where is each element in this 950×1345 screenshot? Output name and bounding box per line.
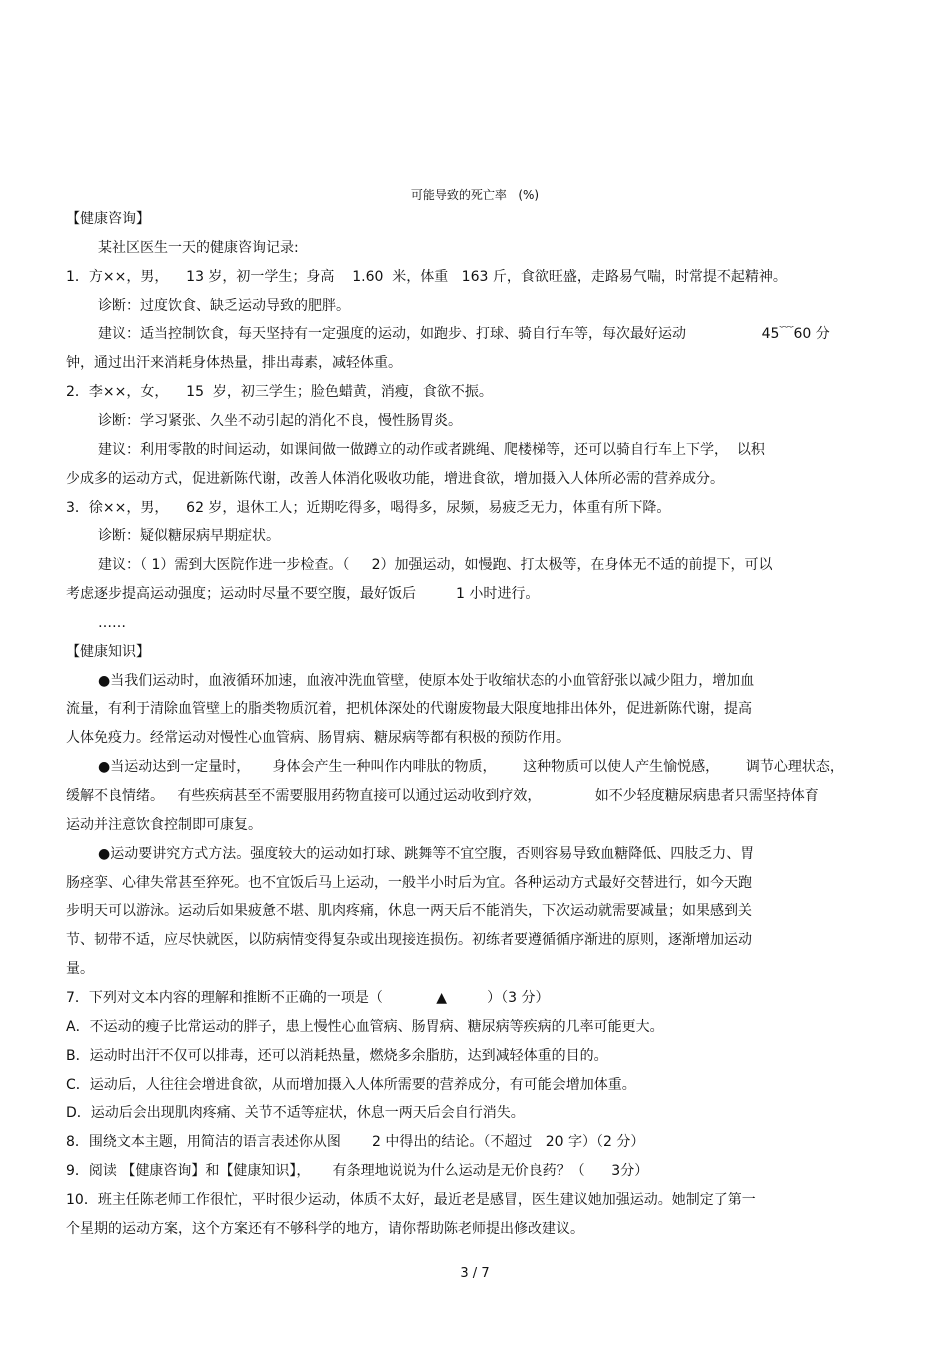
text-line: 少成多的运动方式，促进新陈代谢，改善人体消化吸收功能，增进食欲，增加摄入人体所必需的营养成分。 bbox=[66, 470, 724, 487]
text-line: 节、韧带不适，应尽快就医，以防病情变得复杂或出现接连损伤。初练者要遵循循序渐进的原则，逐渐增加运动 bbox=[66, 932, 752, 949]
text-line: 步明天可以游泳。运动后如果疲惫不堪、肌肉疼痛，休息一两天后不能消失，下次运动就需要减量；如果感到关 bbox=[66, 903, 752, 920]
text-line: A．不运动的瘦子比常运动的胖子，患上慢性心血管病、肠胃病、糖尿病等疾病的几率可能更大。 bbox=[66, 1018, 664, 1035]
text-line: 7．下列对文本内容的理解和推断不正确的一项是（ ▲ ）（3 分） bbox=[66, 989, 550, 1006]
text-line: 【健康知识】 bbox=[66, 643, 150, 660]
text-line: 诊断：疑似糖尿病早期症状。 bbox=[98, 528, 280, 545]
text-line: 建议：（ 1）需到大医院作进一步检查。（ 2）加强运动，如慢跑、打太极等，在身体无不适的前提下，可以 bbox=[98, 557, 773, 574]
text-line: 建议：适当控制饮食，每天坚持有一定强度的运动，如跑步、打球、骑自行车等，每次最好运动 45﹋60 分 bbox=[98, 326, 830, 343]
text-line: 肠痉挛、心律失常甚至猝死。也不宜饭后马上运动，一般半小时后为宜。各种运动方式最好交替进行，如今天跑 bbox=[66, 874, 752, 891]
text-line: 人体免疫力。经常运动对慢性心血管病、肠胃病、糖尿病等都有积极的预防作用。 bbox=[66, 730, 570, 747]
text-line: B．运动时出汗不仅可以排毒，还可以消耗热量，燃烧多余脂肪，达到减轻体重的目的。 bbox=[66, 1047, 608, 1064]
text-line: ●运动要讲究方式方法。强度较大的运动如打球、跳舞等不宜空腹，否则容易导致血糖降低、四肢乏力、胃 bbox=[98, 845, 755, 862]
text-line: C．运动后，人往往会增进食欲，从而增加摄入人体所需要的营养成分，有可能会增加体重。 bbox=[66, 1076, 636, 1093]
page-number: 3 / 7 bbox=[460, 1266, 490, 1281]
text-line: D．运动后会出现肌肉疼痛、关节不适等症状，休息一两天后会自行消失。 bbox=[66, 1105, 525, 1122]
text-line: 诊断：学习紧张、久坐不动引起的消化不良，慢性肠胃炎。 bbox=[98, 412, 462, 429]
text-line: …… bbox=[98, 614, 126, 631]
text-line: 钟，通过出汗来消耗身体热量，排出毒素，减轻体重。 bbox=[66, 355, 402, 372]
text-line: 1．方××，男， 13 岁，初一学生；身高 1.60 米，体重 163 斤，食欲旺盛，走路易气喘，时常提不起精神。 bbox=[66, 268, 787, 285]
text-line: 量。 bbox=[66, 961, 94, 978]
text-line: 诊断：过度饮食、缺乏运动导致的肥胖。 bbox=[98, 297, 350, 314]
text-line: 9．阅读 【健康咨询】和【健康知识】， 有条理地说说为什么运动是无价良药？（ 3分） bbox=[66, 1163, 649, 1180]
text-line: 8．围绕文本主题，用简洁的语言表述你从图 2 中得出的结论。（不超过 20 字）（2 分） bbox=[66, 1134, 645, 1151]
text-line: 【健康咨询】 bbox=[66, 211, 150, 227]
text-line: 某社区医生一天的健康咨询记录: bbox=[98, 239, 299, 256]
text-line: 缓解不良情绪。 有些疾病甚至不需要服用药物直接可以通过运动收到疗效， 如不少轻度糖尿病患者只需坚持体育 bbox=[66, 788, 819, 804]
text-line: 考虑逐步提高运动强度；运动时尽量不要空腹，最好饭后 1 小时进行。 bbox=[66, 586, 540, 603]
text-line: 流量，有利于清除血管壁上的脂类物质沉着，把机体深处的代谢废物最大限度地排出体外，促进新陈代谢，提高 bbox=[66, 701, 752, 718]
text-line: 建议：利用零散的时间运动，如课间做一做蹲立的动作或者跳绳、爬楼梯等，还可以骑自行车上下学， 以积 bbox=[98, 441, 765, 458]
text-line: 个星期的运动方案，这个方案还有不够科学的地方，请你帮助陈老师提出修改建议。 bbox=[66, 1220, 584, 1237]
text-line: ●当我们运动时，血液循环加速，血液冲洗血管壁，使原本处于收缩状态的小血管舒张以减少阻力，增加血 bbox=[98, 672, 755, 689]
figure-caption: 可能导致的死亡率 (%) bbox=[410, 188, 540, 202]
text-line: 2．李××，女， 15 岁，初三学生；脸色蜡黄，消瘦，食欲不振。 bbox=[66, 384, 493, 401]
text-line: 3．徐××，男， 62 岁，退休工人；近期吃得多，喝得多，尿频，易疲乏无力，体重有所下降。 bbox=[66, 499, 671, 516]
text-line: ●当运动达到一定量时， 身体会产生一种叫作内啡肽的物质， 这种物质可以使人产生愉悦感， 调节心理状态， bbox=[98, 759, 844, 776]
text-line: 运动并注意饮食控制即可康复。 bbox=[66, 816, 262, 833]
text-line: 10．班主任陈老师工作很忙，平时很少运动，体质不太好，最近老是感冒，医生建议她加强运动。她制定了第一 bbox=[66, 1191, 756, 1208]
